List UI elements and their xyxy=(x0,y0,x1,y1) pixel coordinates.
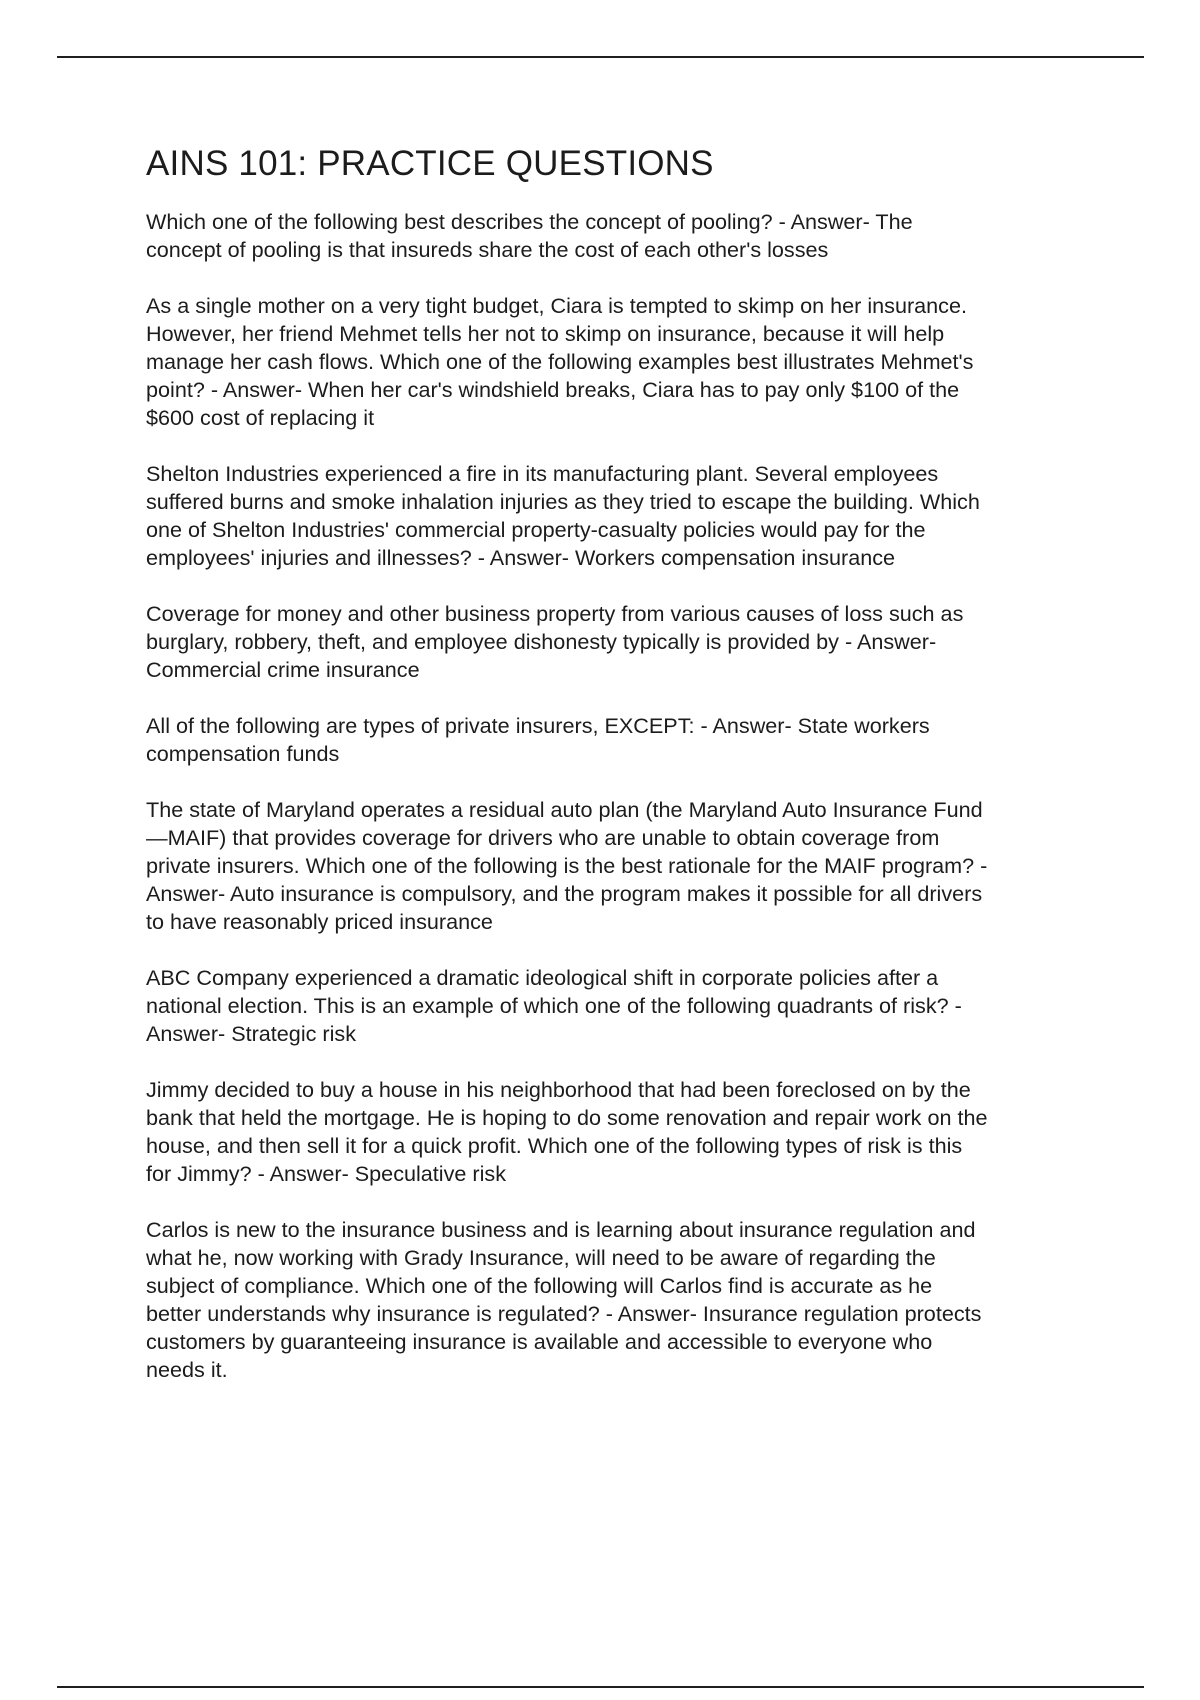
question-answer-7: ABC Company experienced a dramatic ideological shift in corporate policies after a national election. This is an example of which one of the following quadrants of risk? - Answer- Strategic risk xyxy=(146,965,962,1046)
question-answer-6: The state of Maryland operates a residual auto plan (the Maryland Auto Insurance Fund —MAIF) that provides coverage for drivers who are unable to obtain coverage from private insurers. Which one of the following is the best rationale for the MAIF program? - Answer- Auto insurance is compulsory, and the program makes it possible for all drivers to have reasonably priced insurance xyxy=(146,797,988,934)
document-title: AINS 101: PRACTICE QUESTIONS xyxy=(146,144,714,183)
question-answer-9: Carlos is new to the insurance business and is learning about insurance regulation and what he, now working with Grady Insurance, will need to be aware of regarding the subject of compliance. Which one of the following will Carlos find is accurate as he better understands why insurance is regulated? - Answer- Insurance regulation protects customers by guaranteeing insurance is available and accessible to everyone who needs it. xyxy=(146,1217,982,1382)
document-body xyxy=(146,140,1096,1412)
question-answer-5: All of the following are types of private insurers, EXCEPT: - Answer- State workers compensation funds xyxy=(146,713,930,766)
question-answer-3: Shelton Industries experienced a fire in its manufacturing plant. Several employees suffered burns and smoke inhalation injuries as they tried to escape the building. Which one of Shelton Industries' commercial property-casualty policies would pay for the employees' injuries and illnesses? - Answer- Workers compensation insurance xyxy=(146,461,980,570)
bottom-rule xyxy=(57,1686,1144,1688)
question-answer-8: Jimmy decided to buy a house in his neighborhood that had been foreclosed on by the bank that held the mortgage. He is hoping to do some renovation and repair work on the house, and then sell it for a quick profit. Which one of the following types of risk is this for Jimmy? - Answer- Speculative risk xyxy=(146,1077,988,1186)
question-answer-2: As a single mother on a very tight budget, Ciara is tempted to skimp on her insurance. However, her friend Mehmet tells her not to skimp on insurance, because it will help manage her cash flows. Which one of the following examples best illustrates Mehmet's point? - Answer- When her car's windshield breaks, Ciara has to pay only $100 of the $600 cost of replacing it xyxy=(146,293,974,430)
question-answer-4: Coverage for money and other business property from various causes of loss such as burglary, robbery, theft, and employee dishonesty typically is provided by - Answer- Commercial crime insurance xyxy=(146,601,964,682)
question-answer-1: Which one of the following best describes the concept of pooling? - Answer- The concept of pooling is that insureds share the cost of each other's losses xyxy=(146,209,913,262)
top-rule xyxy=(57,56,1144,58)
